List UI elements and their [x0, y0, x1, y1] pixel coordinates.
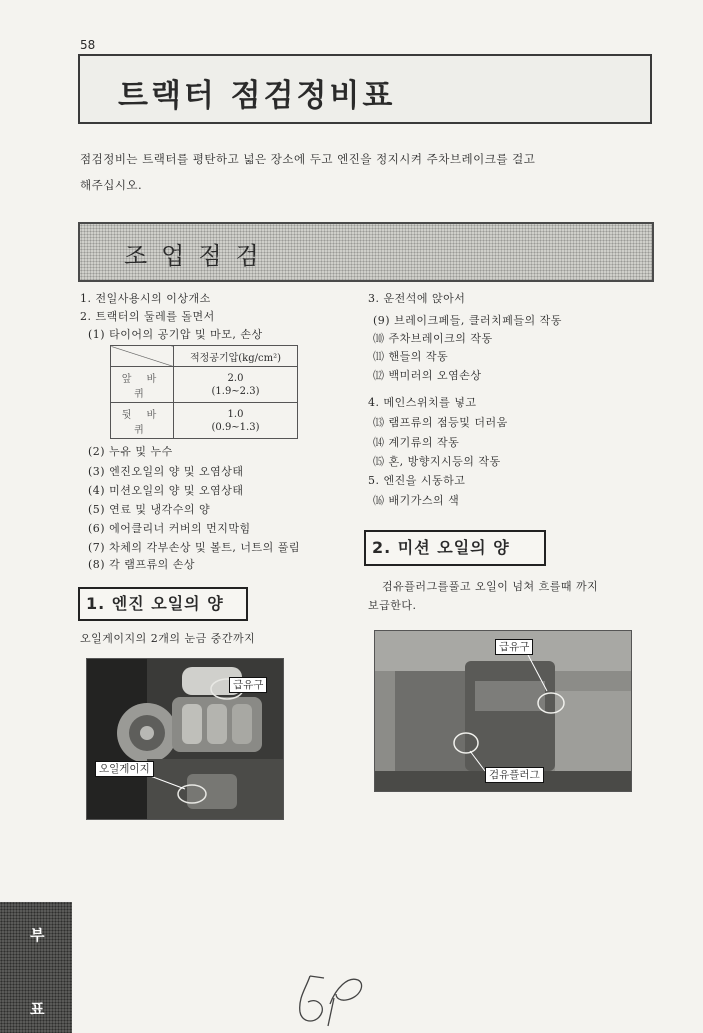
check-plug-label: 검유플러그 — [485, 767, 544, 783]
table-header: 적정공기압(kg/cm²) — [174, 346, 298, 367]
table-value: 2.0 — [227, 372, 244, 384]
table-corner-cell — [111, 346, 174, 367]
intro-line-2: 해주십시오. — [80, 178, 143, 192]
appendix-side-tab — [0, 902, 72, 1033]
mission-photo — [374, 630, 632, 792]
intro-paragraph — [80, 146, 640, 198]
engine-oil-text: 오일게이지의 2개의 눈금 중간까지 — [80, 632, 256, 645]
list-sub-7: (7) 차체의 각부손상 및 볼트, 너트의 풀림 — [88, 541, 300, 554]
intro-line-1: 점검정비는 트랙터를 평탄하고 넓은 장소에 두고 엔진을 정지시켜 주차브레이크를 걸고 — [80, 152, 536, 166]
list-sub-1: (1) 타이어의 공기압 및 마모, 손상 — [88, 328, 263, 341]
list-sub-15: ⒂ 혼, 방향지시등의 작동 — [373, 455, 501, 468]
page-number: 58 — [80, 38, 96, 52]
page-title: 트랙터 점검정비표 — [118, 78, 396, 114]
list-sub-13: ⒀ 램프류의 점등및 더러움 — [373, 416, 508, 429]
list-sub-14: ⒁ 계기류의 작동 — [373, 436, 460, 449]
list-sub-4: (4) 미션오일의 양 및 오염상태 — [88, 484, 244, 497]
list-sub-3: (3) 엔진오일의 양 및 오염상태 — [88, 465, 244, 478]
engine-photo — [86, 658, 284, 820]
table-row-label: 앞 바 퀴 — [111, 367, 174, 403]
mission-oil-text-1: 검유플러그를풀고 오일이 넘쳐 흐를때 까지 — [382, 580, 599, 593]
list-sub-11: ⑾ 핸들의 작동 — [373, 350, 449, 363]
list-item-2: 2. 트랙터의 둘레를 돌면서 — [80, 310, 215, 323]
list-sub-12: ⑿ 백미러의 오염손상 — [373, 369, 482, 382]
list-sub-8: (8) 각 램프류의 손상 — [88, 558, 195, 571]
engine-oil-heading: 1. 엔진 오일의 양 — [78, 587, 248, 621]
list-sub-5: (5) 연료 및 냉각수의 양 — [88, 503, 211, 516]
table-row-value — [174, 367, 298, 403]
table-range: (1.9~2.3) — [211, 385, 260, 397]
title-box — [78, 54, 652, 124]
handwritten-signature — [288, 968, 378, 1028]
list-item-3: 3. 운전석에 앉아서 — [368, 292, 466, 305]
tire-pressure-table — [110, 345, 298, 439]
section-title: 조업점검 — [124, 242, 273, 270]
list-item-5: 5. 엔진을 시동하고 — [368, 474, 466, 487]
list-sub-10: ⑽ 주차브레이크의 작동 — [373, 332, 493, 345]
side-tab-top: 부 — [30, 926, 45, 944]
oil-gauge-label: 오일게이지 — [95, 761, 154, 777]
list-sub-9: (9) 브레이크페들, 클러치페들의 작동 — [373, 314, 562, 327]
fill-port-label: 급유구 — [229, 677, 267, 693]
list-item-4: 4. 메인스위치를 넣고 — [368, 396, 477, 409]
list-item-1: 1. 전일사용시의 이상개소 — [80, 292, 211, 305]
mission-oil-text-2: 보급한다. — [368, 599, 417, 612]
table-row-value — [174, 403, 298, 439]
table-range: (0.9~1.3) — [211, 421, 260, 433]
mission-oil-heading: 2. 미션 오일의 양 — [364, 530, 546, 566]
table-row-label: 뒷 바 퀴 — [111, 403, 174, 439]
table-value: 1.0 — [227, 408, 244, 420]
section-header — [78, 222, 654, 282]
fill-port-label: 급유구 — [495, 639, 533, 655]
list-sub-6: (6) 에어클리너 커버의 먼지막힘 — [88, 522, 251, 535]
list-sub-16: ⒃ 배기가스의 색 — [373, 494, 460, 507]
side-tab-bottom: 표 — [30, 1000, 45, 1018]
list-sub-2: (2) 누유 및 누수 — [88, 445, 173, 458]
